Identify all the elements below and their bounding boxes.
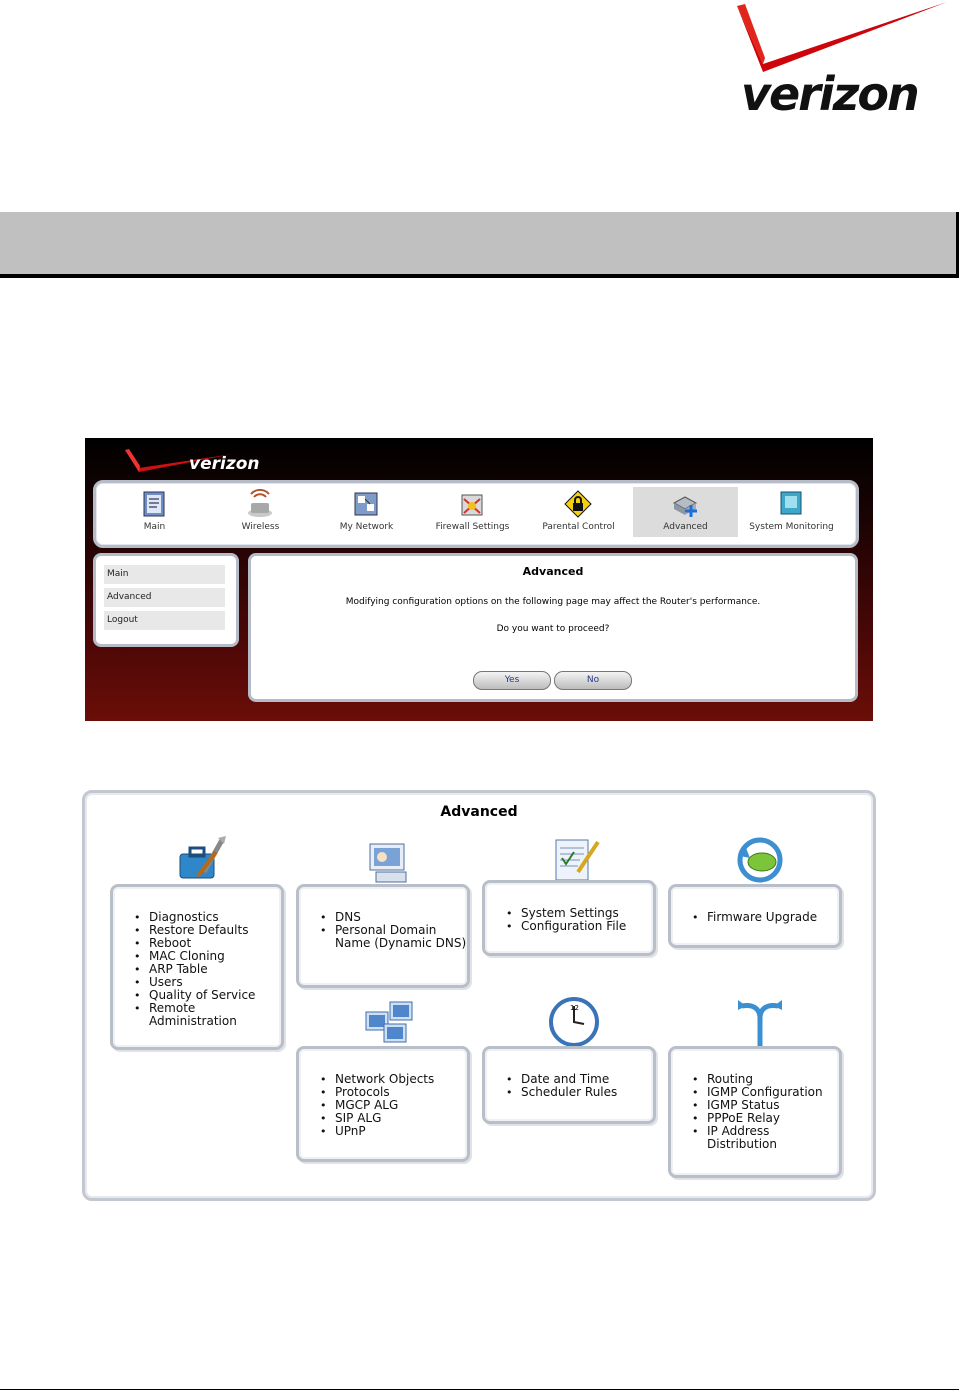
group-box-firmware xyxy=(668,884,842,948)
group-list-system xyxy=(485,907,653,933)
advanced-link[interactable]: • Firmware Upgrade xyxy=(705,911,839,924)
side-menu-item-main[interactable]: Main xyxy=(104,565,225,584)
advanced-page-screenshot xyxy=(82,790,876,1201)
monitor-icon xyxy=(777,489,805,519)
section-header-band xyxy=(0,212,959,278)
advanced-link[interactable]: • Protocols xyxy=(333,1086,467,1099)
group-list-routing xyxy=(671,1073,839,1151)
group-box-system xyxy=(482,880,656,956)
svg-text:verizon: verizon xyxy=(741,67,918,121)
svg-text:verizon: verizon xyxy=(189,454,260,474)
advanced-link[interactable]: • Reboot xyxy=(147,937,281,950)
dialog-title: Advanced xyxy=(522,565,584,578)
tab-parental-control-label: Parental Control xyxy=(542,522,615,532)
tab-main-label: Main xyxy=(143,522,166,532)
wireless-icon xyxy=(246,489,274,519)
group-list-network-objects xyxy=(299,1073,467,1138)
main-tab-bar xyxy=(93,480,859,548)
advanced-link[interactable]: • Date and Time xyxy=(519,1073,653,1086)
side-menu-item-advanced[interactable]: Advanced xyxy=(104,588,225,607)
group-box-date-time xyxy=(482,1046,656,1124)
group-list-firmware xyxy=(671,911,839,924)
side-menu-item-logout[interactable]: Logout xyxy=(104,611,225,630)
tab-parental-control[interactable] xyxy=(526,487,631,537)
group-box-dns xyxy=(296,884,470,988)
tab-wireless[interactable] xyxy=(208,487,313,537)
firmware-upgrade-icon[interactable] xyxy=(732,832,788,888)
advanced-link[interactable]: • IGMP Configuration xyxy=(705,1086,839,1099)
advanced-link[interactable]: • Diagnostics xyxy=(147,911,281,924)
advanced-link[interactable]: • MGCP ALG xyxy=(333,1099,467,1112)
group-list-maintenance xyxy=(113,911,281,1028)
tab-system-monitoring[interactable] xyxy=(739,487,844,537)
footer-rule xyxy=(0,1389,959,1390)
advanced-link[interactable]: • IP Address Distribution xyxy=(705,1125,839,1151)
advanced-link[interactable]: • PPPoE Relay xyxy=(705,1112,839,1125)
advanced-link[interactable]: • Personal Domain Name (Dynamic DNS) xyxy=(333,924,467,950)
tab-wireless-label: Wireless xyxy=(241,522,280,532)
verizon-logo xyxy=(733,0,951,122)
advanced-link[interactable]: • Quality of Service xyxy=(147,989,281,1002)
tools-icon[interactable] xyxy=(174,832,230,888)
dialog-message: Modifying configuration options on the following page may affect the Router's performance. xyxy=(345,597,761,607)
tab-system-monitoring-label: System Monitoring xyxy=(749,522,834,532)
group-list-dns xyxy=(299,911,467,950)
dns-icon[interactable] xyxy=(362,834,418,890)
advanced-link[interactable]: • Remote Administration xyxy=(147,1002,281,1028)
tab-my-network[interactable] xyxy=(314,487,419,537)
advanced-link[interactable]: • SIP ALG xyxy=(333,1112,467,1125)
tab-firewall-settings-label: Firewall Settings xyxy=(435,522,510,532)
lock-icon xyxy=(564,489,592,519)
network-objects-icon[interactable] xyxy=(362,994,418,1050)
router-confirmation-screenshot xyxy=(85,438,873,721)
clock-icon[interactable] xyxy=(546,994,602,1050)
advanced-link[interactable]: • UPnP xyxy=(333,1125,467,1138)
my-network-icon xyxy=(352,489,380,519)
advanced-link[interactable]: • Users xyxy=(147,976,281,989)
advanced-link[interactable]: • IGMP Status xyxy=(705,1099,839,1112)
router-verizon-logo xyxy=(123,444,273,476)
firewall-icon xyxy=(458,489,486,519)
tab-advanced[interactable] xyxy=(633,487,738,537)
advanced-warning-dialog xyxy=(248,553,858,702)
tab-main[interactable] xyxy=(102,487,207,537)
advanced-link[interactable]: • Restore Defaults xyxy=(147,924,281,937)
main-icon xyxy=(140,489,168,519)
advanced-link[interactable]: • MAC Cloning xyxy=(147,950,281,963)
advanced-link[interactable]: • System Settings xyxy=(519,907,653,920)
advanced-link[interactable]: • Network Objects xyxy=(333,1073,467,1086)
yes-button[interactable]: Yes xyxy=(473,671,551,690)
advanced-page-title: Advanced xyxy=(440,804,518,820)
advanced-link[interactable]: • Configuration File xyxy=(519,920,653,933)
side-menu xyxy=(93,553,239,647)
no-button[interactable]: No xyxy=(554,671,632,690)
advanced-link[interactable]: • ARP Table xyxy=(147,963,281,976)
tab-firewall-settings[interactable] xyxy=(420,487,525,537)
tab-my-network-label: My Network xyxy=(339,522,394,532)
group-list-date-time xyxy=(485,1073,653,1099)
group-box-network-objects xyxy=(296,1046,470,1162)
dialog-question: Do you want to proceed? xyxy=(496,624,610,634)
advanced-link[interactable]: • DNS xyxy=(333,911,467,924)
group-box-routing xyxy=(668,1046,842,1178)
routing-icon[interactable] xyxy=(732,994,788,1050)
advanced-link[interactable]: • Routing xyxy=(705,1073,839,1086)
svg-text:12: 12 xyxy=(570,1004,579,1012)
advanced-icon xyxy=(671,489,699,519)
tab-advanced-label: Advanced xyxy=(663,522,708,532)
group-box-maintenance xyxy=(110,884,284,1050)
advanced-link[interactable]: • Scheduler Rules xyxy=(519,1086,653,1099)
